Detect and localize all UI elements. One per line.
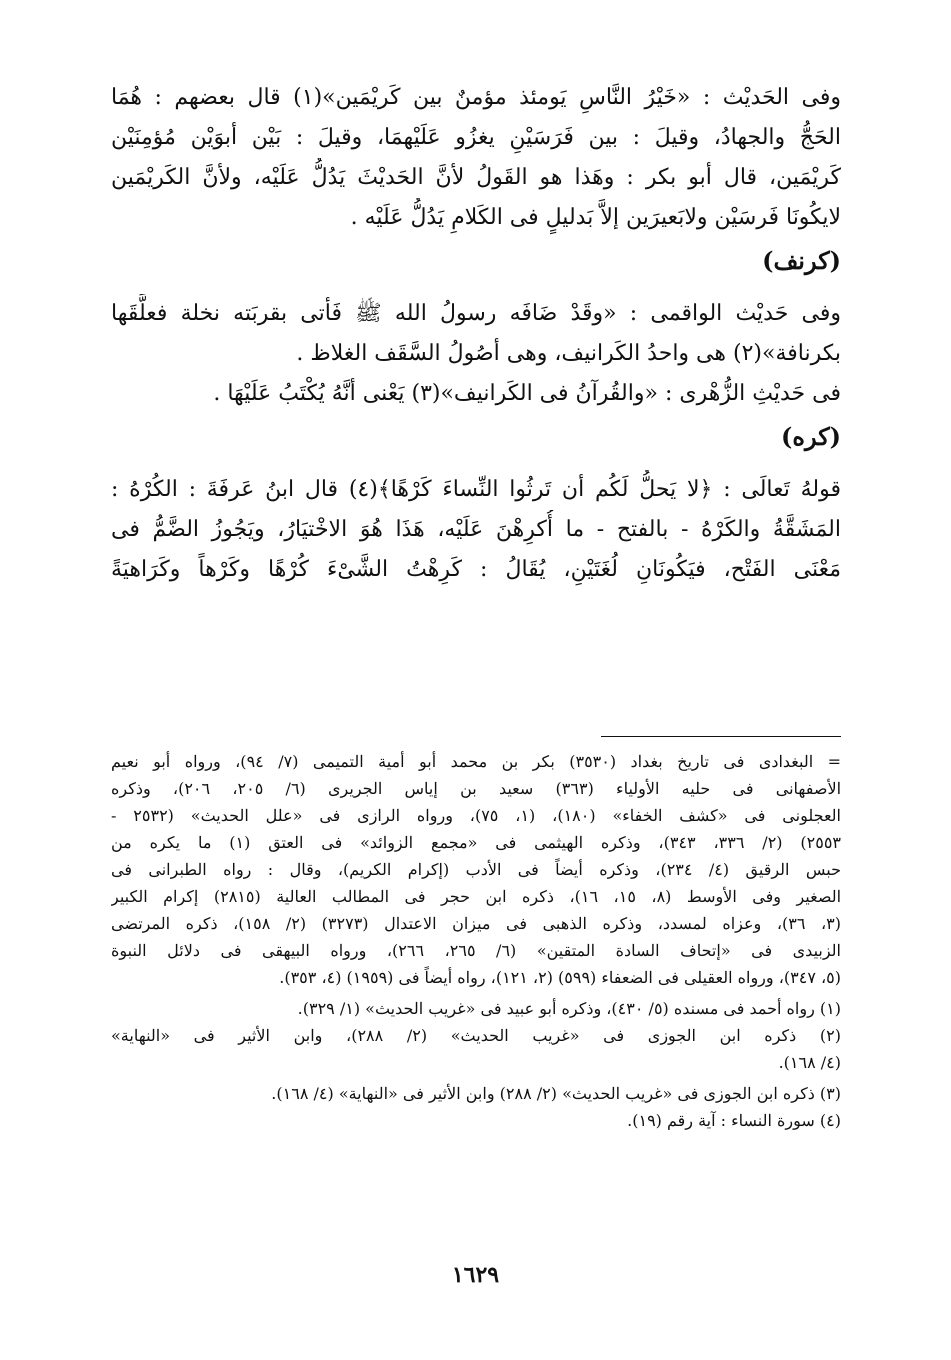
- footnote-4: (٤) سورة النساء : آية رقم (١٩).: [627, 1111, 841, 1130]
- text-line: كَريْمَين، قال أبو بكر : وهَذا هو القَولُ لأنَّ الحَديْثَ يَدُلُّ عَلَيْه، ولأنَّ الكَريْمَين: [111, 165, 841, 190]
- text-line: بكرنافة»(٢) هى واحدُ الكَرانيف، وهى أصُولُ السَّقَف الغلاظ .: [296, 341, 841, 366]
- footnotes: [111, 748, 841, 1134]
- footnote-line: حبس الرقيق (٤/ ٢٣٤)، وذكره أيضاً فى الأدب (إكرام الكريم)، وقال : رواه الطبرانى فى: [111, 860, 841, 879]
- text-line: الحَجُّ والجهادُ، وقيلَ : بين فَرَسَيْنِ يغزُو عَلَيْهمَا، وقيلَ : بَيْن أبوَيْن مُؤمِنَيْن: [111, 125, 841, 150]
- text-line: وفى الحَديْث : «خَيْرُ النَّاسِ يَومئذ مؤمنٌ بين كَريْمَين»(١) قال بعضهم : هُمَا: [111, 85, 841, 110]
- page-number: ١٦٢٩: [451, 1262, 500, 1288]
- footnote-1: (١) رواه أحمد فى مسنده (٥/ ٤٣٠)، وذكره أبو عبيد فى «غريب الحديث» (١/ ٣٢٩).: [297, 999, 841, 1018]
- main-text: [111, 78, 841, 590]
- footnote-2-cont: (٤/ ١٦٨).: [778, 1053, 841, 1072]
- footnote-line: الزبيدى فى «إتحاف السادة المتقين» (٦/ ٢٦٥، ٢٦٦)، ورواه البيهقى فى دلائل النبوة: [111, 941, 841, 960]
- footnote-2: (٢) ذكره ابن الجوزى فى «غريب الحديث» (٢/ ٢٨٨)، وابن الأثير فى «النهاية»: [111, 1026, 841, 1045]
- footnote-line: = البغدادى فى تاريخ بغداد (٣٥٣٠) بكر بن محمد أبو أمية التميمى (٧/ ٩٤)، ورواه أبو نعيم: [111, 752, 841, 771]
- entry-heading-karnaf: (كرنف): [762, 246, 841, 275]
- text-line: وفى حَديْث الواقمى : «وقَدْ ضَافَه رسولُ الله ﷺ فَأتى بقربَته نخلة فعلَّقَها: [111, 301, 841, 326]
- footnote-line: ٢٥٥٣) (٢/ ٣٣٦، ٣٤٣)، وذكره الهيثمى فى «مجمع الزوائد» فى العتق (١) ما يكره من: [111, 833, 841, 852]
- footnote-3: (٣) ذكره ابن الجوزى فى «غريب الحديث» (٢/ ٢٨٨) وابن الأثير فى «النهاية» (٤/ ١٦٨).: [271, 1084, 841, 1103]
- text-line: مَعْنَى الفَتْح، فيَكُونَانِ لُغَتَيْنِ، يُقَالُ : كَرِهْتُ الشَّىْءَ كُرْهًا وكَرْهاً وكَرَاهيَةً: [111, 557, 841, 582]
- footnote-line: الأصفهانى فى حليه الأولياء (٣٦٣) سعيد بن إياس الجريرى (٦/ ٢٠٥، ٢٠٦)، وذكره: [111, 779, 841, 798]
- text-line: قولهُ تَعالَى : ﴿لا يَحلُّ لَكُم أن تَرثُوا النِّساءَ كَرْهًا﴾(٤) قال ابنُ عَرفَةَ : الكُرْهُ :: [111, 477, 841, 502]
- footnote-line: (٣، ٣٦)، وعزاه لمسدد، وذكره الذهبى فى ميزان الاعتدال (٣٢٧٣) (٢/ ١٥٨)، ذكره المرتضى: [111, 914, 841, 933]
- footnote-divider: [601, 736, 841, 737]
- footnote-line: (٥، ٣٤٧)، ورواه العقيلى فى الضعفاء (٥٩٩) (٢، ١٢١)، رواه أيضاً فى (١٩٥٩) (٤، ٣٥٣).: [279, 968, 841, 987]
- footnote-line: الصغير وفى الأوسط (٨، ١٥، ١٦)، ذكره ابن حجر فى المطالب العالية (٢٨١٥) إكرام الكبير: [111, 887, 841, 906]
- text-line: لايكُونَا فَرسَيْن ولابَعيرَين إلاَّ بَدليلٍ فى الكَلامِ يَدُلُّ عَلَيْه .: [350, 205, 841, 230]
- entry-heading-karh: (كره): [781, 422, 841, 451]
- text-line: المَشَقَّةُ والكَرْهُ - بالفتح - ما أُكرِهْنَ عَلَيْه، هَذَا هُوَ الاخْتيَارُ، ويَجُوزُ الضَّمُّ فى: [111, 517, 841, 542]
- text-line: فى حَديْثِ الزُّهْرى : «والقُرآنُ فى الكَرانيف»(٣) يَعْنى أنَّهُ يُكْتَبُ عَلَيْهَا .: [213, 381, 841, 406]
- footnote-line: العجلونى فى «كشف الخفاء» (١٨٠)، (١، ٧٥)، ورواه الرازى فى «علل الحديث» (٢٥٣٢ -: [111, 806, 841, 825]
